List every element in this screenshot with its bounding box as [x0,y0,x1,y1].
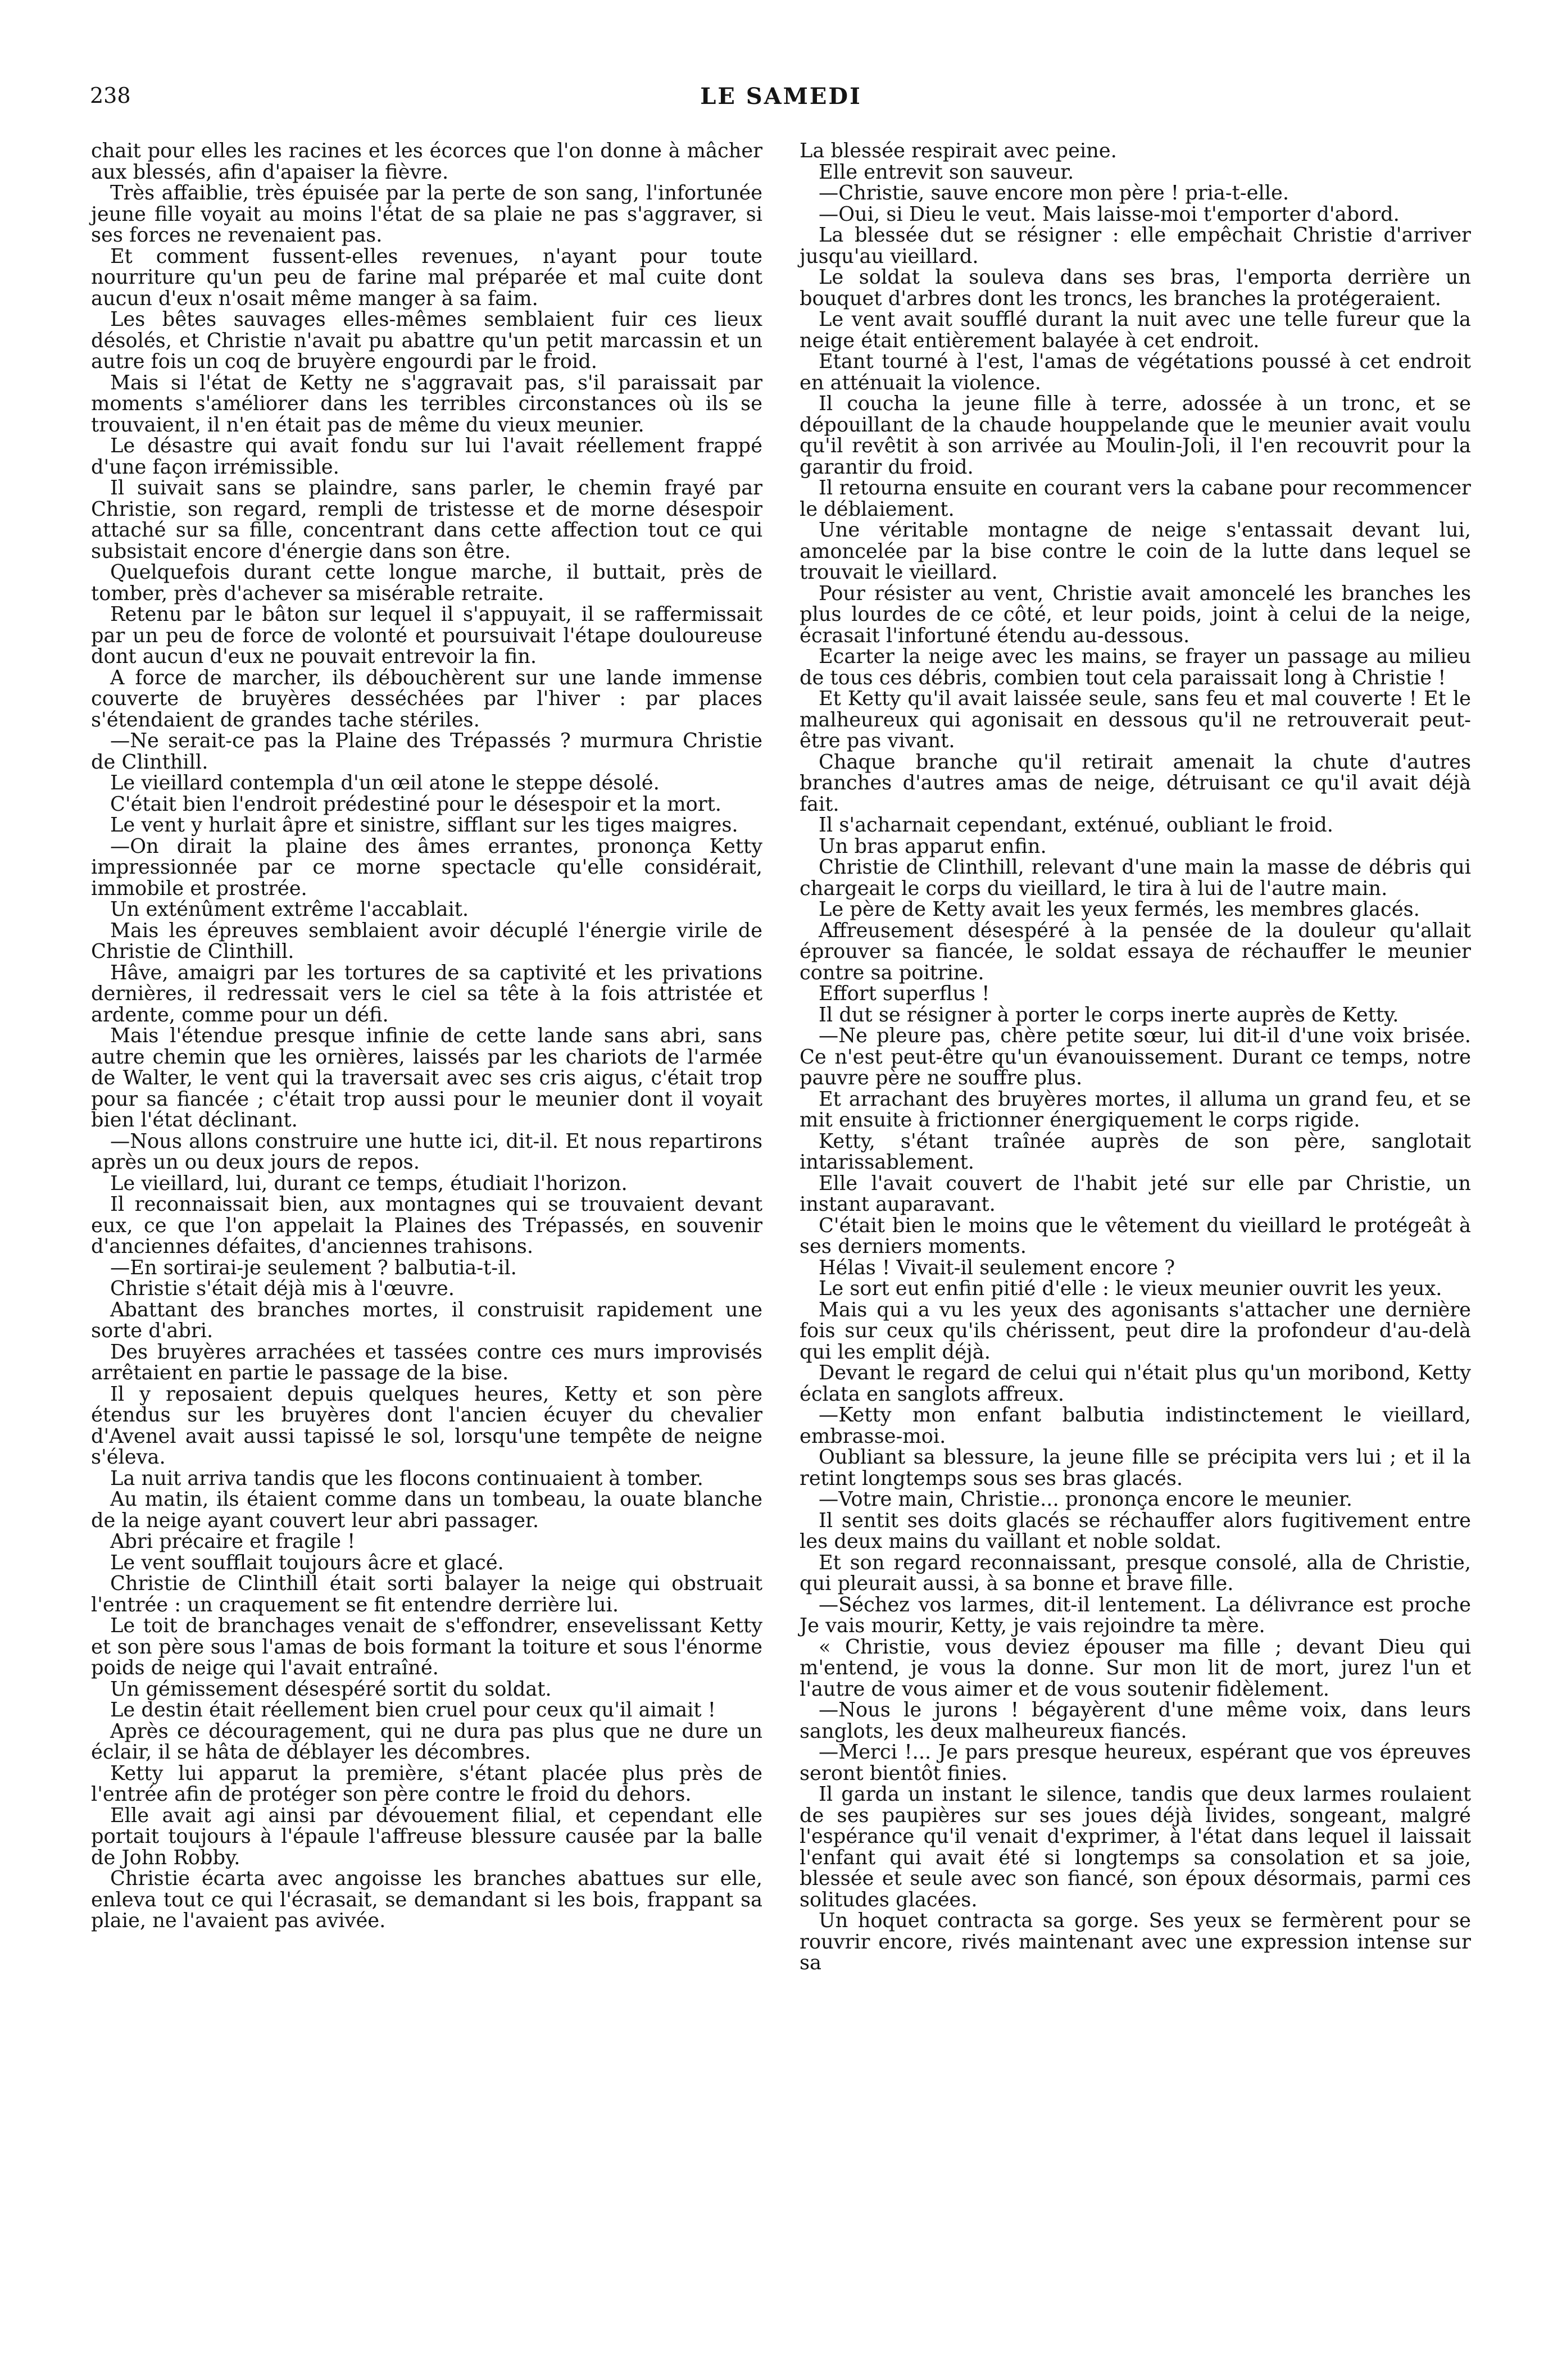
paragraph: Effort superflus ! [819,982,990,1005]
paragraph: Elle entrevit son sauveur. [819,160,1074,184]
paragraph: Elle l'avait couvert de l'habit jeté sur elle par Christie, un instant auparavant. [800,1171,1471,1216]
text-column-left [91,140,762,1932]
paragraph: Et arrachant des bruyères mortes, il alluma un grand feu, et se mit ensuite à frictionner énergiquement le corps rigide. [800,1087,1471,1132]
paragraph: La blessée respirait avec peine. [800,139,1117,162]
paragraph: —Nous allons construire une hutte ici, dit-il. Et nous repartirons après un ou deux jours de repos. [91,1129,762,1174]
paragraph: Une véritable montagne de neige s'entassait devant lui, amoncelée par la bise contre le coin de la lutte dans lequel se trouvait le vieillard. [800,519,1471,584]
paragraph: Un hoquet contracta sa gorge. Ses yeux se fermèrent pour se rouvrir encore, rivés maintenant avec une expression intense sur sa [800,1909,1471,1974]
paragraph: « Christie, vous deviez épouser ma fille ; devant Dieu qui m'entend, je vous la donne. Sur mon lit de mort, jurez l'un et l'autre de vous aimer et de vous soutenir fidèlement. [800,1635,1471,1701]
paragraph: Le sort eut enfin pitié d'elle : le vieux meunier ouvrit les yeux. [819,1277,1442,1300]
paragraph: Pour résister au vent, Christie avait amoncelé les branches les plus lourdes de ce côté, et leur poids, joint à celui de la neige, écrasait l'infortuné étendu au-dessous. [800,582,1471,647]
paragraph: Il dut se résigner à porter le corps inerte auprès de Ketty. [819,1003,1399,1027]
paragraph: Après ce découragement, qui ne dura pas plus que ne dure un éclair, il se hâta de déblayer les décombres. [91,1719,762,1764]
paragraph: Chaque branche qu'il retirait amenait la chute d'autres branches d'autres amas de neige, détruisant ce qu'il avait déjà fait. [800,750,1471,816]
paragraph: Le père de Ketty avait les yeux fermés, les membres glacés. [819,898,1420,921]
paragraph: Christie de Clinthill, relevant d'une main la masse de débris qui chargeait le corps du vieillard, le tira à lui de l'autre main. [800,856,1471,900]
paragraph: Le vieillard, lui, durant ce temps, étudiait l'horizon. [110,1171,628,1195]
paragraph: Hâve, amaigri par les tortures de sa captivité et les privations dernières, il redressait vers le ciel sa tête à la fois attristée et ardente, comme pour un défi. [91,961,762,1027]
paragraph: Il suivait sans se plaindre, sans parler, le chemin frayé par Christie, son regard, rempli de tristesse et de morne désespoir attaché sur sa fille, concentrant dans cette affection tout ce qui subsistait encore d'énergie dans son être. [91,476,762,563]
paragraph: Et Ketty qu'il avait laissée seule, sans feu et mal couverte ! Et le malheureux qui agonisait en dessous qu'il ne retrouverait peut-être pas vivant. [800,687,1471,752]
paragraph: Le vent soufflait toujours âcre et glacé. [110,1551,504,1574]
paragraph: —Oui, si Dieu le veut. Mais laisse-moi t'emporter d'abord. [819,202,1400,226]
paragraph: La blessée dut se résigner : elle empêchait Christie d'arriver jusqu'au vieillard. [800,224,1471,268]
paragraph: —En sortirai-je seulement ? balbutia-t-il. [110,1256,517,1279]
paragraph: Le toit de branchages venait de s'effondrer, ensevelissant Ketty et son père sous l'amas de bois formant la toiture et sous l'énorme poids de neige qui l'avait entraîné. [91,1614,762,1679]
paragraph: Christie écarta avec angoisse les branches abattues sur elle, enleva tout ce qui l'écrasait, se demandant si les bois, frappant sa plaie, ne l'avaient pas avivée. [91,1867,762,1932]
paragraph: Abri précaire et fragile ! [110,1530,356,1553]
paragraph: Christie de Clinthill était sorti balayer la neige qui obstruait l'entrée : un craquement se fit entendre derrière lui. [91,1572,762,1616]
paragraph: Il sentit ses doits glacés se réchauffer alors fugitivement entre les deux mains du vaillant et noble soldat. [800,1509,1471,1553]
paragraph: —Ne pleure pas, chère petite sœur, lui dit-il d'une voix brisée. Ce n'est peut-être qu'un évanouissement. Durant ce temps, notre pauvre père ne souffre plus. [800,1024,1471,1089]
paragraph: Le vieillard contempla d'un œil atone le steppe désolé. [110,771,660,794]
paragraph: Abattant des branches mortes, il construisit rapidement une sorte d'abri. [91,1298,762,1342]
paragraph: Le vent avait soufflé durant la nuit avec une telle fureur que la neige était entièrement balayée à cet endroit. [800,308,1471,352]
paragraph: —On dirait la plaine des âmes errantes, prononça Ketty impressionnée par ce morne spectacle qu'elle considérait, immobile et prostrée. [91,834,762,900]
paragraph: Elle avait agi ainsi par dévouement filial, et cependant elle portait toujours à l'épaule l'affreuse blessure causée par la balle de John Robby. [91,1804,762,1869]
paragraph: chait pour elles les racines et les écorces que l'on donne à mâcher aux blessés, afin d'apaiser la fièvre. [91,139,762,184]
paragraph: Un exténûment extrême l'accablait. [110,898,469,921]
paragraph: Mais si l'état de Ketty ne s'aggravait pas, s'il paraissait par moments s'améliorer dans les terribles circonstances où ils se trouvaient, il n'en était pas de même du vieux meunier. [91,371,762,437]
paragraph: Mais qui a vu les yeux des agonisants s'attacher une dernière fois sur ceux qu'ils chérissent, peut dire la profondeur d'au-delà qui les emplit déjà. [800,1298,1471,1364]
paragraph: Retenu par le bâton sur lequel il s'appuyait, il se raffermissait par un peu de force de volonté et poursuivait l'étape douloureuse dont aucun d'eux ne pouvait entrevoir la fin. [91,603,762,668]
paragraph: Le soldat la souleva dans ses bras, l'emporta derrière un bouquet d'arbres dont les troncs, les branches la protégeraient. [800,266,1471,310]
paragraph: Des bruyères arrachées et tassées contre ces murs improvisés arrêtaient en partie le passage de la bise. [91,1340,762,1384]
paragraph: Ketty lui apparut la première, s'étant placée plus près de l'entrée afin de protéger son père contre le froid du dehors. [91,1761,762,1806]
paragraph: Hélas ! Vivait-il seulement encore ? [819,1256,1175,1279]
paragraph: Devant le regard de celui qui n'était plus qu'un moribond, Ketty éclata en sanglots affreux. [800,1361,1471,1406]
paragraph: —Merci !... Je pars presque heureux, espérant que vos épreuves seront bientôt finies. [800,1741,1471,1785]
paragraph: Il retourna ensuite en courant vers la cabane pour recommencer le déblaiement. [800,476,1471,521]
paragraph: Un bras apparut enfin. [819,834,1047,858]
paragraph: Au matin, ils étaient comme dans un tombeau, la ouate blanche de la neige ayant couvert leur abri passager. [91,1488,762,1532]
paragraph: Il garda un instant le silence, tandis que deux larmes roulaient de ses paupières sur ses joues déjà livides, songeant, malgré l'espérance qu'il venait d'exprimer, à l'état dans lequel il laissait l'enfant qui avait été si longtemps sa consolation et sa joie, blessée et seule avec son fiancé, son époux désormais, parmi ces solitudes glacées. [800,1783,1471,1911]
paragraph: Quelquefois durant cette longue marche, il buttait, près de tomber, près d'achever sa misérable retraite. [91,561,762,605]
paragraph: Le désastre qui avait fondu sur lui l'avait réellement frappé d'une façon irrémissible. [91,434,762,479]
page-header [90,83,1472,117]
paragraph: Ecarter la neige avec les mains, se frayer un passage au milieu de tous ces débris, combien tout cela paraissait long à Christie ! [800,645,1471,689]
paragraph: Mais l'étendue presque infinie de cette lande sans abri, sans autre chemin que les ornières, laissés par les chariots de l'armée de Walter, le vent qui la traversait avec ses cris aigus, c'était trop pour sa fiancée ; c'était trop aussi pour le meunier dont il voyait bien l'état déclinant. [91,1024,762,1132]
paragraph: Très affaiblie, très épuisée par la perte de son sang, l'infortunée jeune fille voyait au moins l'état de sa plaie ne pas s'aggraver, si ses forces ne revenaient pas. [91,181,762,247]
paragraph: Il s'acharnait cependant, exténué, oubliant le froid. [819,814,1333,837]
paragraph: Un gémissement désespéré sortit du soldat. [110,1677,552,1701]
paragraph: Etant tourné à l'est, l'amas de végétations poussé à cet endroit en atténuait la violence. [800,350,1471,394]
paragraph: Et son regard reconnaissant, presque consolé, alla de Christie, qui pleurait aussi, à sa bonne et brave fille. [800,1551,1471,1595]
paragraph: —Votre main, Christie... prononça encore le meunier. [819,1488,1352,1511]
paragraph: —Christie, sauve encore mon père ! pria-t-elle. [819,181,1289,205]
paragraph: Le destin était réellement bien cruel pour ceux qu'il aimait ! [110,1698,716,1722]
paragraph: Les bêtes sauvages elles-mêmes semblaient fuir ces lieux désolés, et Christie n'avait pu abattre qu'un petit marcassin et un autre fois un coq de bruyère engourdi par le froid. [91,308,762,373]
paragraph: Ketty, s'étant traînée auprès de son père, sanglotait intarissablement. [800,1129,1471,1174]
publication-title: LE SAMEDI [700,83,862,110]
paragraph: Affreusement désespéré à la pensée de la douleur qu'allait éprouver sa fiancée, le soldat essaya de réchauffer le meunier contre sa poitrine. [800,919,1471,984]
paragraph: Et comment fussent-elles revenues, n'ayant pour toute nourriture qu'un peu de farine mal préparée et mal cuite dont aucun d'eux n'osait même manger à sa faim. [91,244,762,310]
paragraph: Il reconnaissait bien, aux montagnes qui se trouvaient devant eux, ce que l'on appelait la Plaines des Trépassés, en souvenir d'anciennes défaites, d'anciennes trahisons. [91,1193,762,1258]
page-number: 238 [90,83,131,108]
paragraph: C'était bien le moins que le vêtement du vieillard le protégeât à ses derniers moments. [800,1214,1471,1258]
paragraph: Christie s'était déjà mis à l'œuvre. [110,1277,455,1300]
paragraph: —Séchez vos larmes, dit-il lentement. La délivrance est proche Je vais mourir, Ketty, je vais rejoindre ta mère. [800,1593,1471,1637]
paragraph: Le vent y hurlait âpre et sinistre, sifflant sur les tiges maigres. [110,814,738,837]
paragraph: —Ne serait-ce pas la Plaine des Trépassés ? murmura Christie de Clinthill. [91,729,762,774]
paragraph: Mais les épreuves semblaient avoir décuplé l'énergie virile de Christie de Clinthill. [91,919,762,963]
paragraph: La nuit arriva tandis que les flocons continuaient à tomber. [110,1466,703,1490]
paragraph: Il coucha la jeune fille à terre, adossée à un tronc, et se dépouillant de la chaude houppelande que le meunier avait voulu qu'il revêtit à son arrivée au Moulin-Joli, il l'en recouvrit pour la garantir du froid. [800,392,1471,479]
text-column-right [800,140,1471,1974]
paragraph: —Nous le jurons ! bégayèrent d'une même voix, dans leurs sanglots, les deux malheureux fiancés. [800,1698,1471,1743]
paragraph: A force de marcher, ils débouchèrent sur une lande immense couverte de bruyères desséchées par l'hiver : par places s'étendaient de grandes tache stériles. [91,666,762,732]
paragraph: —Ketty mon enfant balbutia indistinctement le vieillard, embrasse-moi. [800,1404,1471,1448]
paragraph: Il y reposaient depuis quelques heures, Ketty et son père étendus sur les bruyères dont l'ancien écuyer du chevalier d'Avenel avait aussi tapissé le sol, lorsqu'une tempête de neigne s'éleva. [91,1382,762,1469]
paragraph: Oubliant sa blessure, la jeune fille se précipita vers lui ; et il la retint longtemps sous ses bras glacés. [800,1446,1471,1490]
paragraph: C'était bien l'endroit prédestiné pour le désespoir et la mort. [110,792,721,816]
